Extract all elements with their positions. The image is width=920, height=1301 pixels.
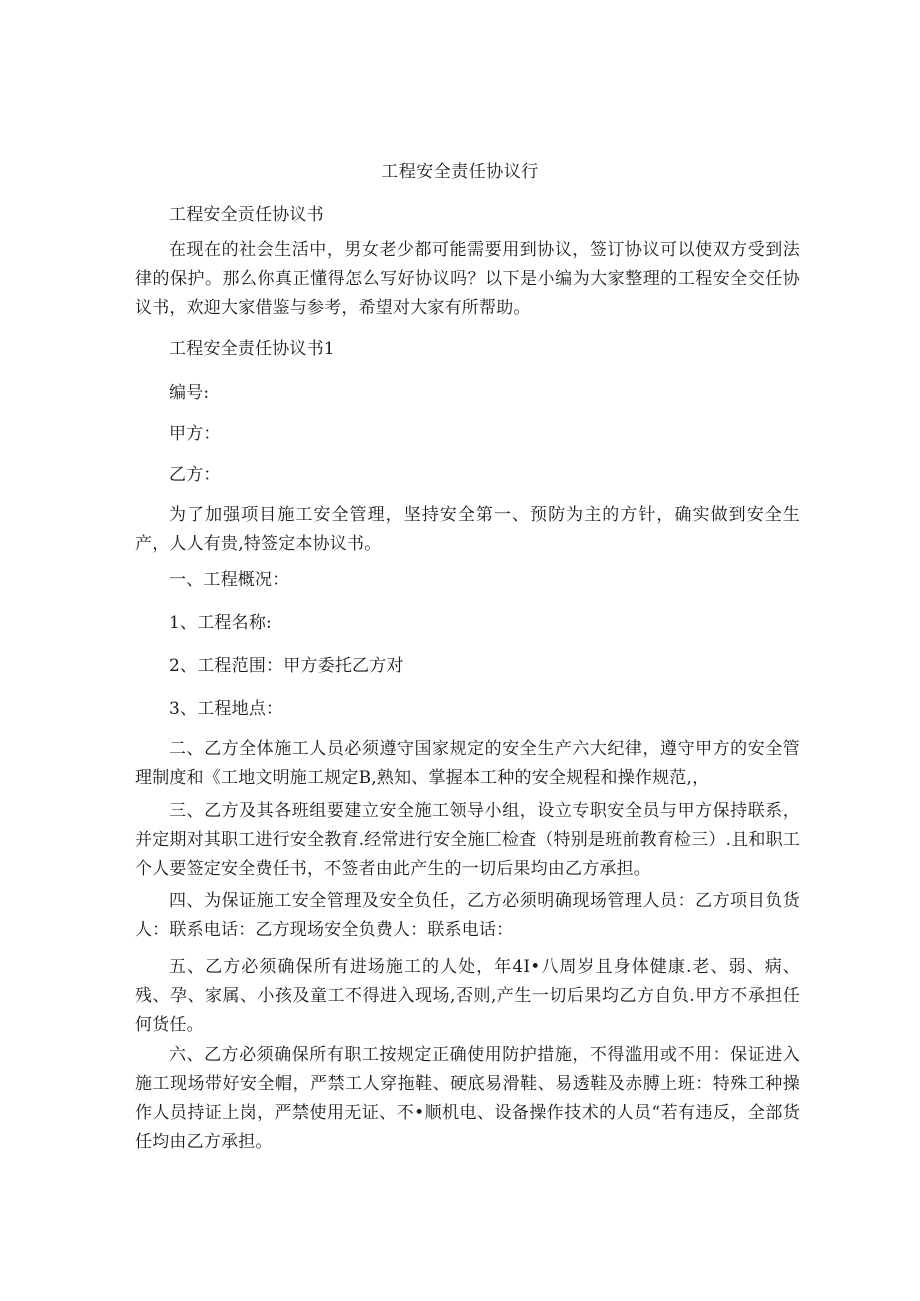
project-scope-field: 2、工程范围：甲方委托乙方对 xyxy=(169,656,404,676)
section-5-paragraph: 五、乙方必须确保所有进场施工的人处，年4I•八周岁且身体健康.老、弱、病、残、孕、家属、小孩及童工不得进入现场,否则,产生一切后果均乙方自负.甲方不承担任何货任。 xyxy=(135,957,800,1035)
section-6-paragraph: 六、乙方必须确保所有职工按规定正确使用防护措施，不得滥用或不用：保证进入施工现场带好安全帽，严禁工人穿拖鞋、硬底易滑鞋、易透鞋及赤膊上班：特殊工种操作人员持证上岗，严禁使用无证、不•顺机电、设备操作技术的人员“若有违反，全部货任均由乙方承担。 xyxy=(135,1045,800,1152)
project-name-field: 1、工程名称: xyxy=(169,613,272,633)
purpose-paragraph: 为了加强项目施工安全管理，坚持安全第一、预防为主的方针，确实做到安全生产，人人有贵,特签定本协议书。 xyxy=(135,505,800,554)
section-4-paragraph: 四、为保证施工安全管理及安全负任，乙方必须明确现场管理人员：乙方项目负货人：联系电话：乙方现场安全负费人：联系电话： xyxy=(135,891,800,940)
subtitle: 工程安全贡任协议书 xyxy=(169,205,324,225)
section-3-paragraph: 三、乙方及其各班组要建立安全施工领导小组，设立专职安全员与甲方保持联系，并定期对其职工进行安全教育.经常进行安全施匚检査（特别是班前教育检三）.且和职工个人要签定安全费任书，不签者由此产生的一切后果均由乙方承担。 xyxy=(135,801,800,879)
section-1-heading: 一、工程概况： xyxy=(169,570,290,590)
section-2-paragraph: 二、乙方全体施工人员必须遵守国家规定的安全生产六大纪律，遵守甲方的安全管理制度和《工地文明施工规定B,熟知、掌握本工种的安全规程和操作规范,， xyxy=(135,739,800,788)
number-field: 编号: xyxy=(169,383,210,403)
intro-paragraph: 在现在的社会生活中，男女老少都可能需要用到协议，签订协议可以使双方受到法律的保护。那么你真正懂得怎么写好协议吗？以下是小编为大家整理的工程安全交任协议书，欢迎大家借鉴与参考，希望对大家有所帮助。 xyxy=(135,240,800,318)
party-b-field: 乙方： xyxy=(169,465,221,485)
project-location-field: 3、工程地点： xyxy=(169,699,284,719)
agreement-heading: 工程安全责任协议书1 xyxy=(169,339,335,359)
party-a-field: 甲方： xyxy=(169,424,221,444)
document-title: 工程安全责任协议行 xyxy=(381,162,539,182)
